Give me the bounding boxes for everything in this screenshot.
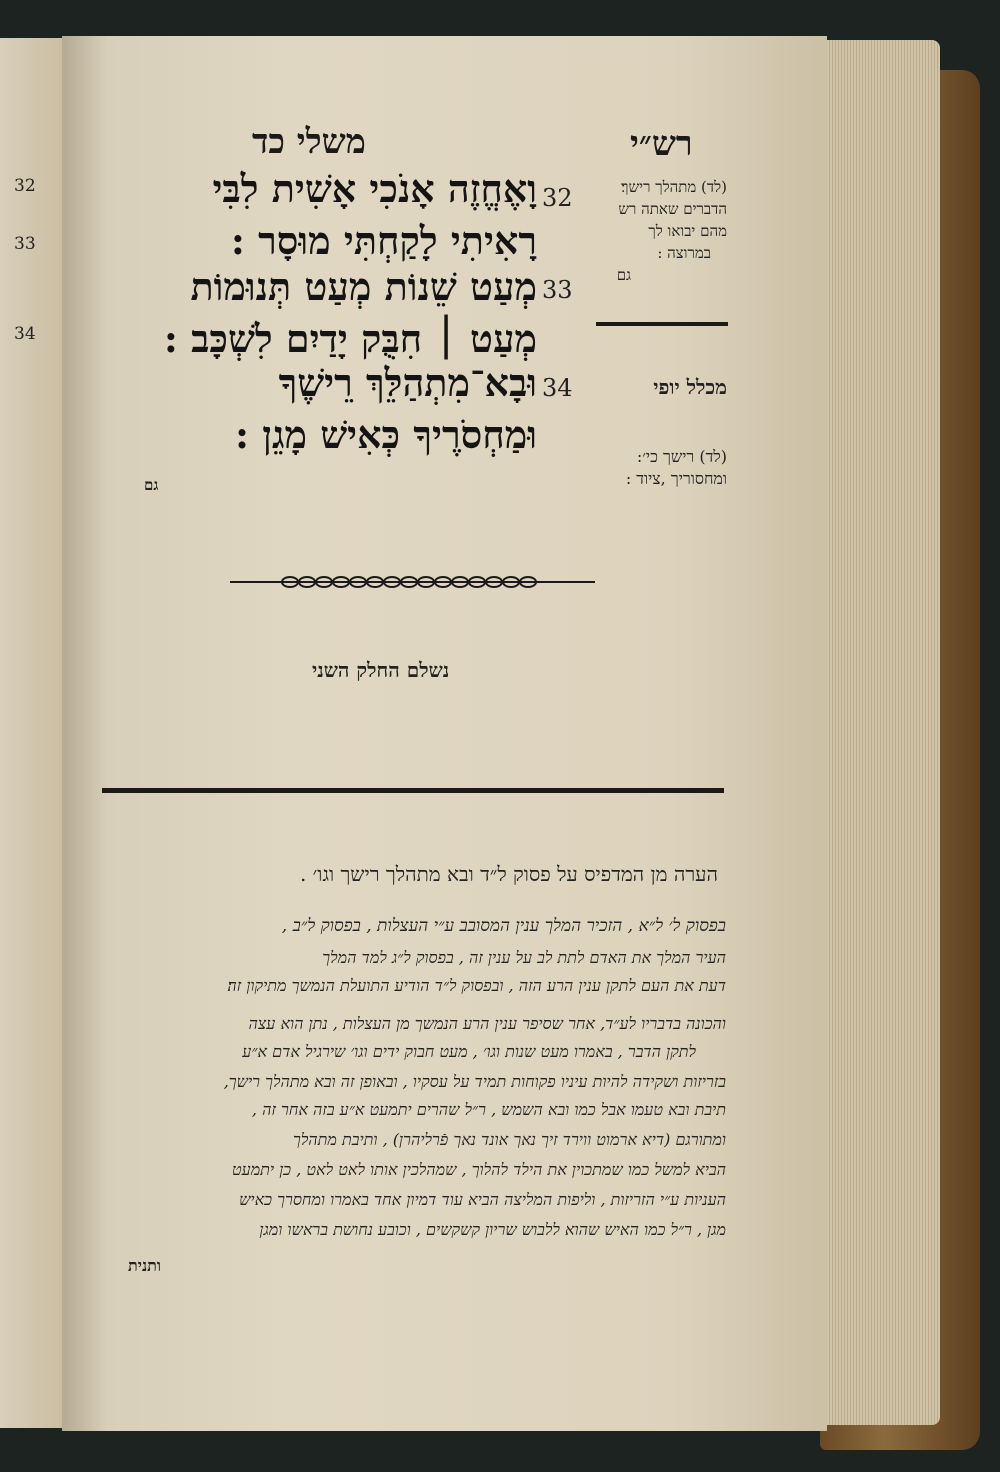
note-line: העניות ע״י הזריזות , וליפות המליצה הביא עוד דמיון אחד באמרו ומחסרך כאיש [239,1190,726,1209]
footer-catchword: ותנית [128,1256,162,1275]
end-of-part: נשלם החלק השני [312,658,450,682]
note-line: הביא למשל כמו שמתכוין את הילד להלוך , שמהלכין אותו לאט לאט , כן יתמעט [231,1160,726,1179]
verse-number: 34 [542,374,573,402]
verse-line: רָאִיתִי לָקַחְתִּי מוּסָר : [230,218,537,263]
note-line: בפסוק ל׳ ל״א , הזכיר המלך ענין המסובב ע״י העצלות , בפסוק ל״ב , [281,916,726,936]
printer-note [98,916,726,1250]
note-line: מגן , ר״ל כמו האיש שהוא ללבוש שריון קשקשים , וכובע נחושת בראשו ומגן [259,1220,726,1239]
page-title: משלי כד [252,122,366,162]
note-line: דעת את העם לתקן ענין הרע הזה , ובפסוק ל״ד הודיע התועלת הנמשך מתיקון זה׃ [227,976,726,995]
left-line-number: 34 [14,324,36,344]
side-note-line: (לד) רישך כי׳: [636,447,727,466]
side-note-line: מהם יבואו לך [648,222,727,240]
section-rule [102,788,724,793]
verse-number: 33 [542,276,573,304]
verse-line: וּמַחְסֹרֶיךָ כְּאִישׁ מָגֵן : [235,412,537,457]
verse-line: וּבָא־מִתְהַלֵּךְ רֵישֶׁךָ [278,360,537,405]
note-line: לתקן הדבר , באמרו מעט שנות וגו׳ , מעט חבוק ידים וגו׳ שירגיל אדם א״ע [242,1042,696,1061]
verse-line: וָאֶחֱזֶה אָנֹכִי אָשִׁית לִבִּי [212,166,537,211]
note-line: תיבת ובא טעמו אבל כמו ובא השמש , ר״ל שהרים יתמעט א״ע בזה אחר זה , [251,1100,726,1119]
left-line-number: 32 [14,176,36,196]
side-note-line: במרוצה : [657,244,711,262]
left-page [0,38,64,1428]
side-note-3 [567,446,727,490]
left-line-number: 33 [14,234,36,254]
side-note-1 [567,176,727,286]
side-divider [596,322,728,326]
note-title: הערה מן המדפיס על פסוק ל״ד ובא מתהלך רישך וגו׳ . [299,862,718,886]
verse-line: מְעַט שֵׁנוֹת מְעַט תְּנוּמוֹת [190,264,537,309]
right-page [62,36,827,1431]
verse-number: 32 [542,184,573,212]
verse-line: מְעַט ׀ חִבֻּק יָדַיִם לִשְׁכָּב : [163,316,537,361]
side-note-line: ומחסוריך ,ציוד : [625,469,727,488]
note-line: והכונה בדבריו לע״ד, אחר שסיפר ענין הרע הנמשך מן העצלות , נתן הוא עצה [248,1014,726,1033]
note-line: ומתורגם (דיא ארמוט ווירד זיך נאך אונד נאך פֿרליהרן) , ותיבת מתהלך [292,1130,726,1149]
side-note-line: גם [616,266,631,284]
side-note-line: (לד) מתהלך רישך׃ [621,178,727,196]
catchword: גם [144,476,159,494]
ornament-rule [230,570,595,594]
note-line: העיר המלך את האדם לתת לב על ענין זה , בפסוק ל״ג למד המלך [322,948,726,967]
side-note-2: מכלל יופי [653,375,727,399]
side-note-line: הדברים שאתה רש [618,200,727,218]
rashi-header: רש״י [630,124,693,164]
note-line: בזריזות ושקידה להיות עיניו פקוחות תמיד על עסקיו , ובאופן זה ובא מתהלך רישך, [223,1072,726,1091]
